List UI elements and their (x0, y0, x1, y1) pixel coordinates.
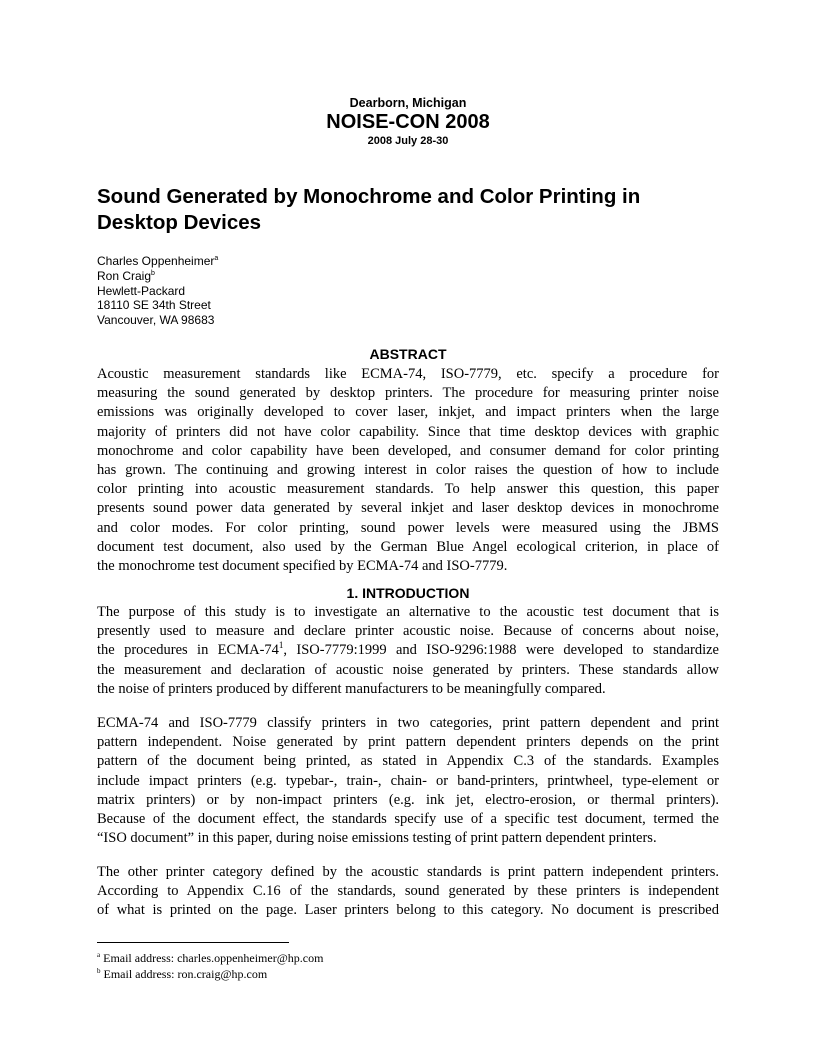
paper-title (97, 184, 737, 236)
footnote-divider (97, 942, 289, 943)
paragraph-line: pattern independent. Noise generated by print pattern dependent printers depends on the print (97, 734, 719, 751)
footnote-mark: b (97, 966, 101, 975)
paragraph-line: the noise of printers produced by different manufacturers to be meaningfully compared. (97, 680, 606, 697)
abstract-line: presents sound power data generated by several inkjet and laser desktop devices in monochrome (97, 500, 719, 517)
paragraph-line: The other printer category defined by the acoustic standards is print pattern independent printers. (97, 864, 719, 880)
author-1-mark: a (214, 255, 219, 262)
author-1-name: Charles Oppenheimer (97, 254, 215, 268)
footnote-text: Email address: ron.craig@hp.com (100, 966, 268, 981)
line-text: the procedures in ECMA-74 (97, 642, 279, 659)
abstract-line: Acoustic measurement standards like ECMA-74, ISO-7779, etc. specify a procedure for (97, 366, 719, 382)
paragraph-line: presently used to measure and declare printer acoustic noise. Because of concerns about noise, (97, 623, 719, 640)
abstract-line: emissions was originally developed to cover laser, inkjet, and impact printers when the large (97, 404, 719, 421)
author-street: 18110 SE 34th Street (97, 298, 211, 313)
paragraph-line: of what is printed on the page. Laser printers belong to this category. No document is prescribed (97, 902, 719, 919)
footnote-text: Email address: charles.oppenheimer@hp.com (100, 951, 324, 965)
conference-date: 2008 July 28-30 (367, 135, 449, 147)
footnote-mark: a (97, 951, 101, 959)
introduction-paragraph-2 (97, 714, 719, 848)
paragraph-line: Because of the document effect, the standards specify use of a specific test document, termed the (97, 811, 719, 828)
author-1 (97, 254, 218, 269)
line-text: , ISO-7779:1999 and ISO-9296:1988 were developed to standardize (283, 642, 719, 659)
conference-location: Dearborn, Michigan (349, 96, 467, 110)
paragraph-line-with-reference (97, 641, 719, 660)
paragraph-line: ECMA-74 and ISO-7779 classify printers in two categories, print pattern dependent and print (97, 715, 719, 731)
conference-name: NOISE-CON 2008 (326, 111, 490, 133)
introduction-paragraph-1 (97, 603, 719, 699)
footnotes (97, 951, 323, 982)
abstract-heading: ABSTRACT (369, 346, 447, 362)
author-city: Vancouver, WA 98683 (97, 313, 215, 328)
conference-header (0, 95, 816, 148)
abstract-line: document test document, also used by the German Blue Angel ecological criterion, in place of (97, 538, 719, 555)
author-2-name: Ron Craig (97, 268, 152, 283)
introduction-heading: 1. INTRODUCTION (346, 585, 470, 601)
paragraph-line: matrix printers) or by non-impact printers (e.g. ink jet, electro-erosion, or thermal printers). (97, 791, 719, 808)
footnote-a (97, 951, 323, 967)
abstract-line: and color modes. For color printing, sound power levels were measured using the JBMS (97, 519, 719, 536)
abstract-line: monochrome and color capability have been developed, and consumer demand for color printing (97, 442, 719, 459)
abstract-line: the monochrome test document specified by ECMA-74 and ISO-7779. (97, 558, 508, 575)
abstract-line: color printing into acoustic measurement standards. To help answer this question, this paper (97, 481, 719, 498)
paragraph-line: the measurement and declaration of acoustic noise generated by printers. These standards allow (97, 661, 719, 678)
paragraph-line: According to Appendix C.16 of the standards, sound generated by these printers is independent (97, 883, 719, 900)
paragraph-line: pattern of the document being printed, as stated in Appendix C.3 of the standards. Examples (97, 753, 719, 770)
abstract-paragraph (97, 365, 719, 576)
abstract-line: has grown. The continuing and growing interest in color raises the question of how to include (97, 462, 719, 479)
paper-title-line: Sound Generated by Monochrome and Color Printing in (97, 185, 641, 208)
author-block (97, 254, 218, 328)
paragraph-line: include impact printers (e.g. typebar-, train-, chain- or band-printers, printwheel, type-element or (97, 772, 719, 789)
reference-marker: 1 (278, 640, 284, 651)
paragraph-line: The purpose of this study is to investigate an alternative to the acoustic test document that is (97, 604, 719, 620)
abstract-line: measuring the sound generated by desktop printers. The procedure for measuring printer noise (97, 385, 719, 402)
abstract-line: majority of printers did not have color capability. Since that time desktop devices with graphic (97, 423, 719, 440)
footnote-b (97, 967, 323, 983)
author-affiliation: Hewlett-Packard (97, 283, 186, 298)
author-2 (97, 269, 218, 284)
author-2-mark: b (151, 269, 155, 277)
paper-title-line: Desktop Devices (97, 211, 262, 234)
introduction-paragraph-3 (97, 863, 719, 921)
paragraph-line: “ISO document” in this paper, during noise emissions testing of print pattern dependent printers. (97, 830, 657, 847)
